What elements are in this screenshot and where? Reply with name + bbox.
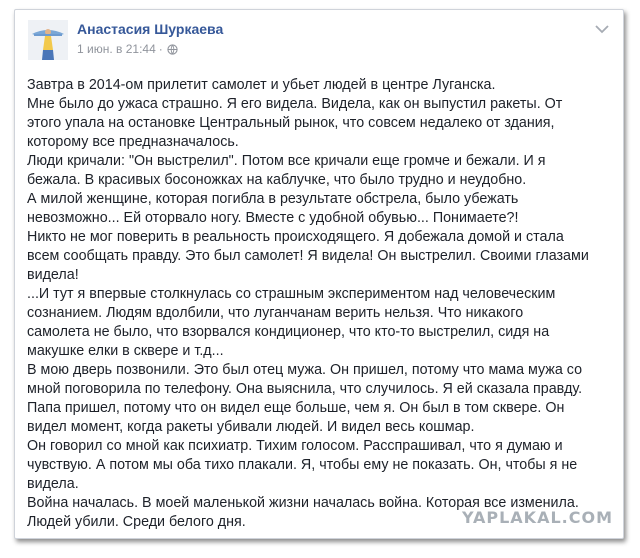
globe-icon[interactable]	[167, 44, 178, 55]
post-text-line: А милой женщине, которая погибла в результате обстрела, было убежать	[27, 191, 519, 207]
post-text-line: которому все предназначалось.	[27, 134, 239, 150]
post-text-line: чувствую. А потом мы оба тихо плакали. Я, чтобы ему не показать. Он, чтобы я не	[27, 457, 578, 473]
post-text-line: Мне было до ужаса страшно. Я его видела. Видела, как он выпустил ракеты. От	[27, 96, 563, 112]
post-text-line: Людей убили. Среди белого дня.	[27, 514, 246, 530]
post-text-line: видела.	[27, 476, 79, 492]
post-text-line: макушке елки в сквере и т.д...	[27, 343, 224, 359]
chevron-down-icon[interactable]	[595, 24, 609, 34]
post-card	[14, 9, 624, 539]
post-text-line: Папа пришел, потому что он видел еще больше, чем я. Он был в том сквере. Он	[27, 400, 565, 416]
post-text-line: этого упала на остановке Центральный рынок, что совсем недалеко от здания,	[27, 115, 555, 131]
avatar[interactable]	[28, 20, 68, 60]
post-text-line: Война началась. В моей маленькой жизни началась война. Которая все изменила.	[27, 495, 579, 511]
post-text-line: ...И тут я впервые столкнулась со страшным экспериментом над человеческим	[27, 286, 556, 302]
post-text-line: Он говорил со мной как психиатр. Тихим голосом. Расспрашивал, что я думаю и	[27, 438, 563, 454]
post-text-line: сознанием. Людям вдолбили, что луганчанам верить нельзя. Что никакого	[27, 305, 524, 321]
post-timestamp[interactable]: 1 июн. в 21:44	[77, 42, 156, 56]
post-text-line: всем сообщать правду. Это был самолет! Я видела! Он выстрелил. Своими глазами	[27, 248, 589, 264]
post-text-line: самолета не было, что взорвался кондиционер, что кто-то выстрелил, сидя на	[27, 324, 550, 340]
post-text	[27, 76, 617, 532]
post-text-line: невозможно... Ей оторвало ногу. Вместе с удобной обувью... Понимаете?!	[27, 210, 519, 226]
post-text-line: видел момент, когда ракеты убивали людей. И видел весь кошмар.	[27, 419, 475, 435]
meta-separator: ·	[158, 42, 163, 56]
post-text-line: Люди кричали: "Он выстрелил". Потом все кричали еще громче и бежали. И я	[27, 153, 546, 169]
author-name[interactable]: Анастасия Шуркаева	[77, 21, 224, 37]
post-text-line: Никто не мог поверить в реальность происходящего. Я добежала домой и стала	[27, 229, 564, 245]
avatar-image	[28, 20, 68, 60]
post-text-line: Завтра в 2014-ом прилетит самолет и убьет людей в центре Луганска.	[27, 77, 496, 93]
post-text-line: мной поговорила по телефону. Она выяснила, что случилось. Я ей сказала правду.	[27, 381, 583, 397]
post-text-line: бежала. В красивых босоножках на каблучке, что было трудно и неудобно.	[27, 172, 527, 188]
post-text-line: В мою дверь позвонили. Это был отец мужа. Он пришел, потому что мама мужа со	[27, 362, 583, 378]
watermark: YAPLAKAL.COM	[461, 508, 613, 527]
post-text-line: видела!	[27, 267, 79, 283]
post-meta	[77, 42, 178, 56]
